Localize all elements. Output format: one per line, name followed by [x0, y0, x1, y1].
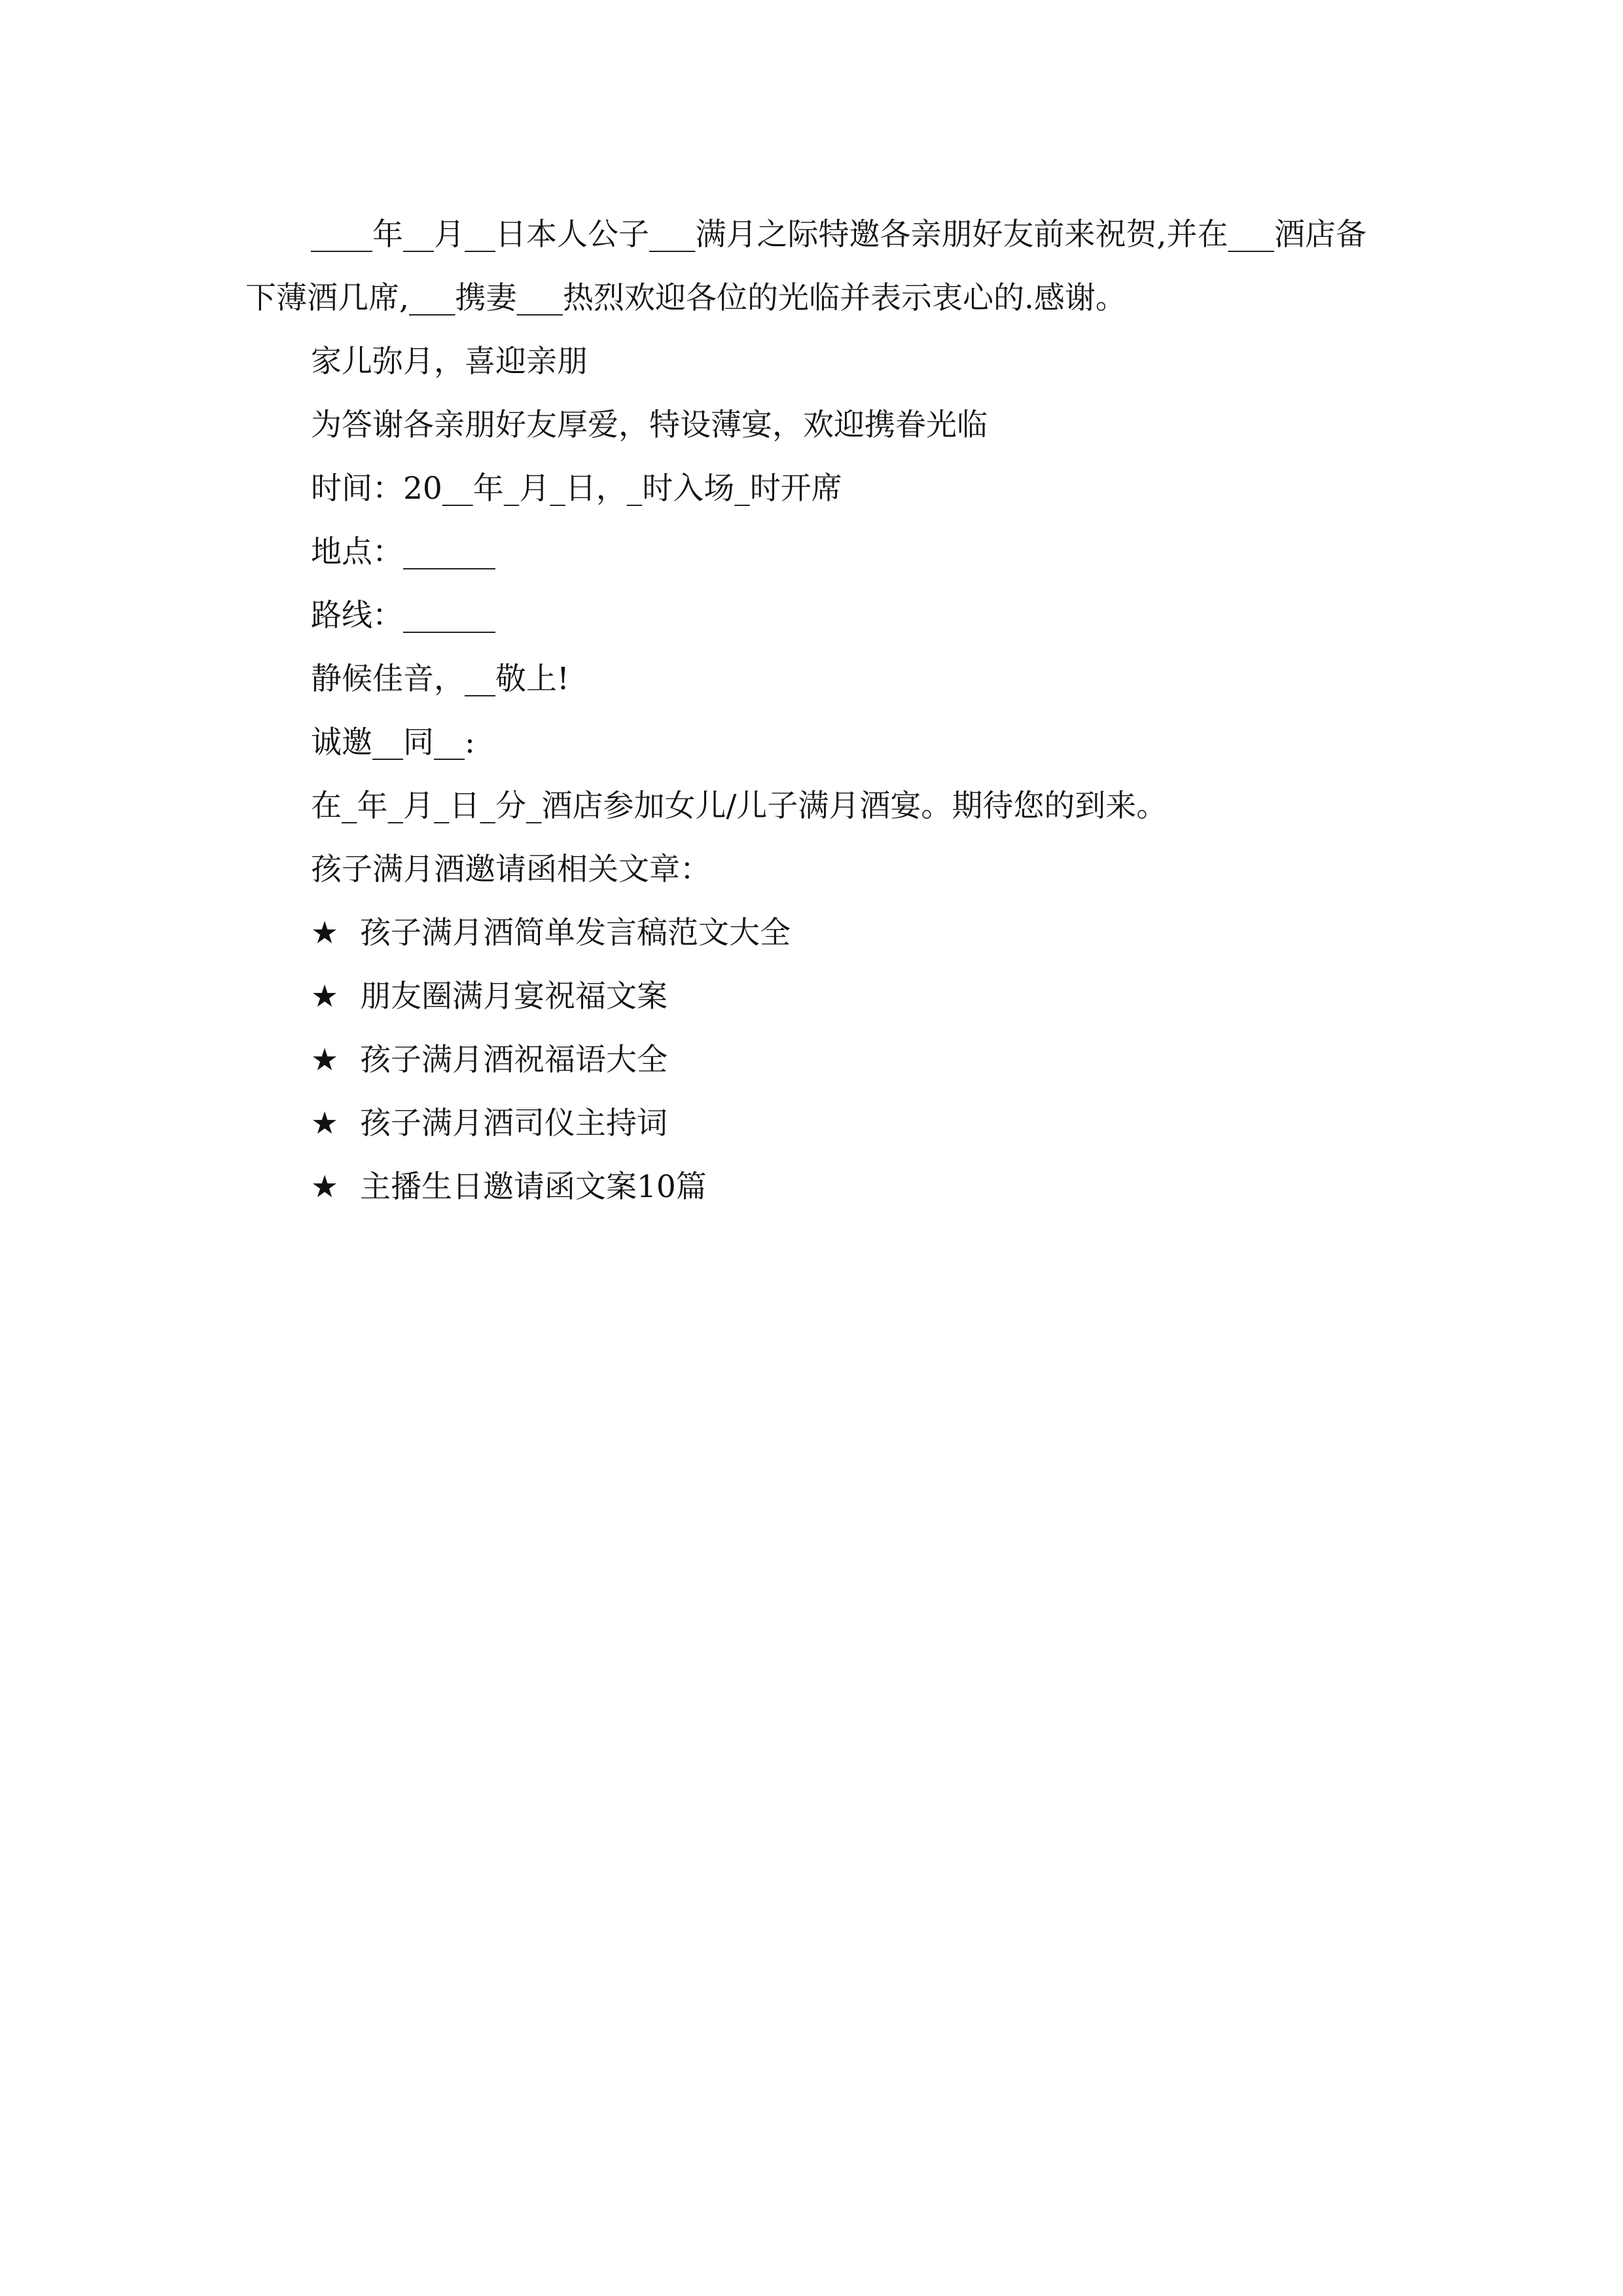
star-icon: ★ — [311, 1105, 339, 1141]
invite-line: 诚邀__同__: — [311, 725, 475, 761]
related-article-title[interactable]: 孩子满月酒司仪主持词 — [360, 1105, 668, 1141]
star-icon: ★ — [311, 978, 339, 1014]
thanks-line: 为答谢各亲朋好友厚爱，特设薄宴，欢迎携眷光临 — [311, 407, 988, 443]
related-article-item[interactable] — [245, 1092, 1378, 1155]
star-icon: ★ — [311, 1042, 339, 1078]
related-article-title[interactable]: 孩子满月酒简单发言稿范文大全 — [360, 915, 791, 951]
time-line: 时间：20__年_月_日，_时入场_时开席 — [311, 471, 842, 507]
star-icon: ★ — [311, 1169, 339, 1205]
related-article-title[interactable]: 朋友圈满月宴祝福文案 — [360, 978, 668, 1014]
related-article-title[interactable]: 主播生日邀请函文案10篇 — [360, 1169, 707, 1205]
related-article-item[interactable] — [245, 965, 1378, 1028]
related-heading: 孩子满月酒邀请函相关文章： — [311, 852, 711, 888]
route-line: 路线：______ — [311, 598, 495, 634]
related-article-item[interactable] — [245, 901, 1378, 965]
greeting-line: 家儿弥月，喜迎亲朋 — [311, 344, 588, 380]
related-article-item[interactable] — [245, 1155, 1378, 1219]
location-line: 地点：______ — [311, 534, 495, 570]
star-icon: ★ — [311, 915, 339, 951]
closing-line: 静候佳音，__敬上! — [311, 661, 569, 697]
document-body — [245, 203, 1378, 1219]
related-article-item[interactable] — [245, 1028, 1378, 1092]
event-line: 在_年_月_日_分_酒店参加女儿/儿子满月酒宴。期待您的到来。 — [311, 788, 1168, 824]
invitation-paragraph: ____年__月__日本人公子___满月之际特邀各亲朋好友前来祝贺,并在___酒店备下薄酒几席,___携妻___热烈欢迎各位的光临并表示衷心的.感谢。 — [245, 217, 1366, 316]
related-article-title[interactable]: 孩子满月酒祝福语大全 — [360, 1042, 668, 1078]
